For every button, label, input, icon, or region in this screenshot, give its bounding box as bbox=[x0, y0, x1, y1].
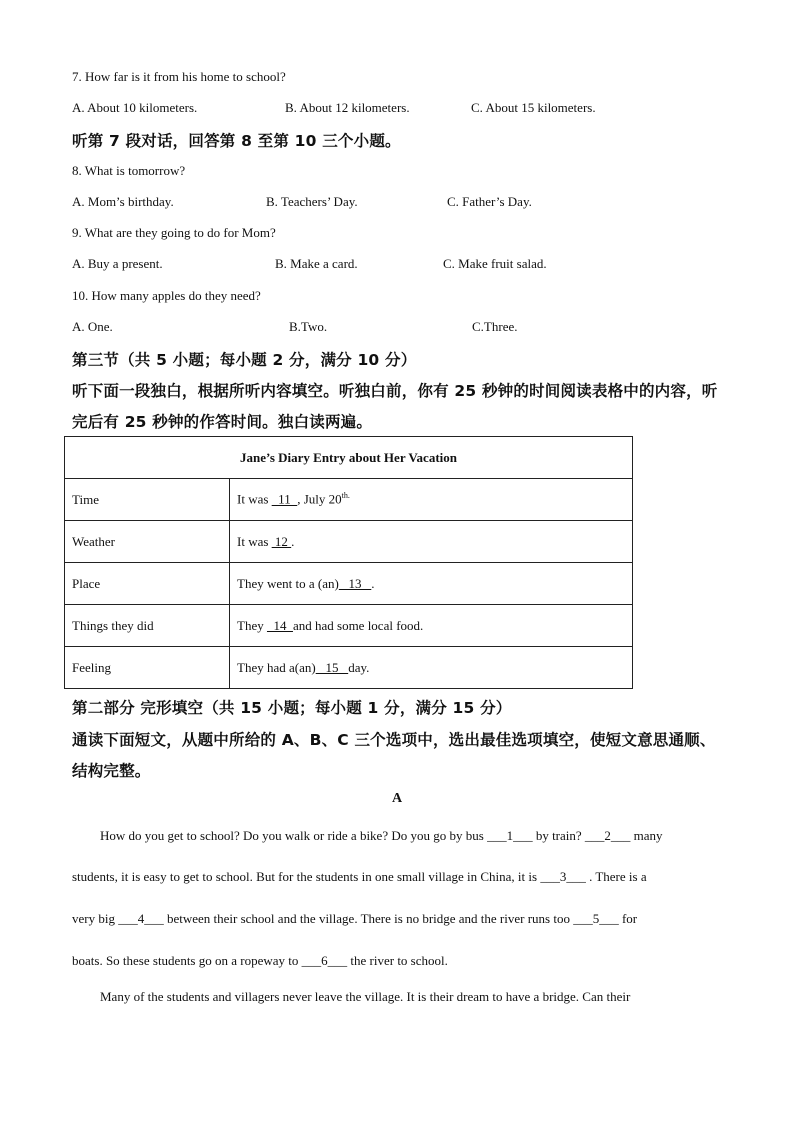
section3-instruction-line2: 完后有 25 秒钟的作答时间。独白读两遍。 bbox=[72, 413, 373, 431]
table-row bbox=[65, 479, 633, 521]
section3-instruction-line1: 听下面一段独白，根据所听内容填空。听独白前，你有 25 秒钟的时间阅读表格中的内容，听 bbox=[72, 382, 718, 400]
table-row bbox=[65, 563, 633, 605]
blank-6: ___6___ bbox=[301, 953, 348, 968]
passage-line-2: students, it is easy to get to school. But for the students in one small village in China, it is ___3___ . There is a bbox=[72, 869, 647, 884]
q7-option-a: A. About 10 kilometers. bbox=[72, 100, 198, 115]
q8-option-c: C. Father’s Day. bbox=[447, 194, 532, 209]
passage-line-3: very big ___4___ between their school and the village. There is no bridge and the river runs too ___5___ for bbox=[72, 911, 638, 926]
row-label-weather: Weather bbox=[65, 521, 230, 563]
blank-13: 13 bbox=[338, 575, 372, 591]
q9-option-b: B. Make a card. bbox=[275, 256, 358, 271]
passage-line-1: How do you get to school? Do you walk or ride a bike? Do you go by bus ___1___ by train? ___2___ many bbox=[100, 828, 663, 843]
q7-option-b: B. About 12 kilometers. bbox=[285, 100, 410, 115]
q8-question: 8. What is tomorrow? bbox=[72, 163, 186, 178]
row-label-feeling: Feeling bbox=[65, 647, 230, 689]
instruction-dialogue-7: 听第 7 段对话，回答第 8 至第 10 三个小题。 bbox=[72, 132, 401, 150]
q8-option-a: A. Mom’s birthday. bbox=[72, 194, 174, 209]
passage-line-5: Many of the students and villagers never leave the village. It is their dream to have a bridge. Can their bbox=[100, 989, 631, 1004]
row-label-time: Time bbox=[65, 479, 230, 521]
blank-12: 12 bbox=[271, 533, 292, 549]
part2-instruction-line1: 通读下面短文，从题中所给的 A、B、C 三个选项中，选出最佳选项填空，使短文意思通顺、 bbox=[72, 731, 716, 749]
blank-14: 14 bbox=[266, 617, 293, 633]
q8-option-b: B. Teachers’ Day. bbox=[266, 194, 358, 209]
q7-question: 7. How far is it from his home to school? bbox=[72, 69, 286, 84]
blank-2: ___2___ bbox=[584, 828, 631, 843]
blank-4: ___4___ bbox=[118, 911, 164, 926]
blank-1: ___1___ bbox=[487, 828, 533, 843]
q9-question: 9. What are they going to do for Mom? bbox=[72, 225, 276, 240]
part2-instruction-line2: 结构完整。 bbox=[72, 762, 151, 780]
table-row bbox=[65, 605, 633, 647]
blank-5: ___5___ bbox=[573, 911, 619, 926]
table-title: Jane’s Diary Entry about Her Vacation bbox=[65, 437, 633, 479]
row-label-place: Place bbox=[65, 563, 230, 605]
table-row bbox=[65, 647, 633, 689]
diary-table bbox=[64, 436, 633, 689]
passage-line-4: boats. So these students go on a ropeway to ___6___ the river to school. bbox=[72, 953, 448, 968]
q10-option-c: C.Three. bbox=[472, 319, 518, 334]
row-value-weather: It was 12 . bbox=[230, 521, 633, 563]
q10-question: 10. How many apples do they need? bbox=[72, 288, 261, 303]
row-value-things: They 14 and had some local food. bbox=[230, 605, 633, 647]
blank-3: ___3___ bbox=[540, 869, 586, 884]
table-row bbox=[65, 521, 633, 563]
blank-15: 15 bbox=[315, 659, 349, 675]
q9-option-c: C. Make fruit salad. bbox=[443, 256, 547, 271]
q7-option-c: C. About 15 kilometers. bbox=[471, 100, 596, 115]
row-value-place: They went to a (an) 13 . bbox=[230, 563, 633, 605]
row-label-things: Things they did bbox=[65, 605, 230, 647]
q10-option-b: B.Two. bbox=[289, 319, 328, 334]
passage-label: A bbox=[391, 791, 403, 806]
q9-option-a: A. Buy a present. bbox=[72, 256, 163, 271]
part2-title: 第二部分 完形填空（共 15 小题；每小题 1 分，满分 15 分） bbox=[72, 699, 512, 717]
row-value-time: It was 11 , July $20^{th.}$ bbox=[230, 479, 633, 521]
row-value-feeling: They had a(an) 15 day. bbox=[230, 647, 633, 689]
blank-11: 11 bbox=[271, 491, 298, 507]
table-header-row bbox=[65, 437, 633, 479]
q10-option-a: A. One. bbox=[72, 319, 113, 334]
section3-title: 第三节（共 5 小题；每小题 2 分，满分 10 分） bbox=[72, 351, 417, 369]
